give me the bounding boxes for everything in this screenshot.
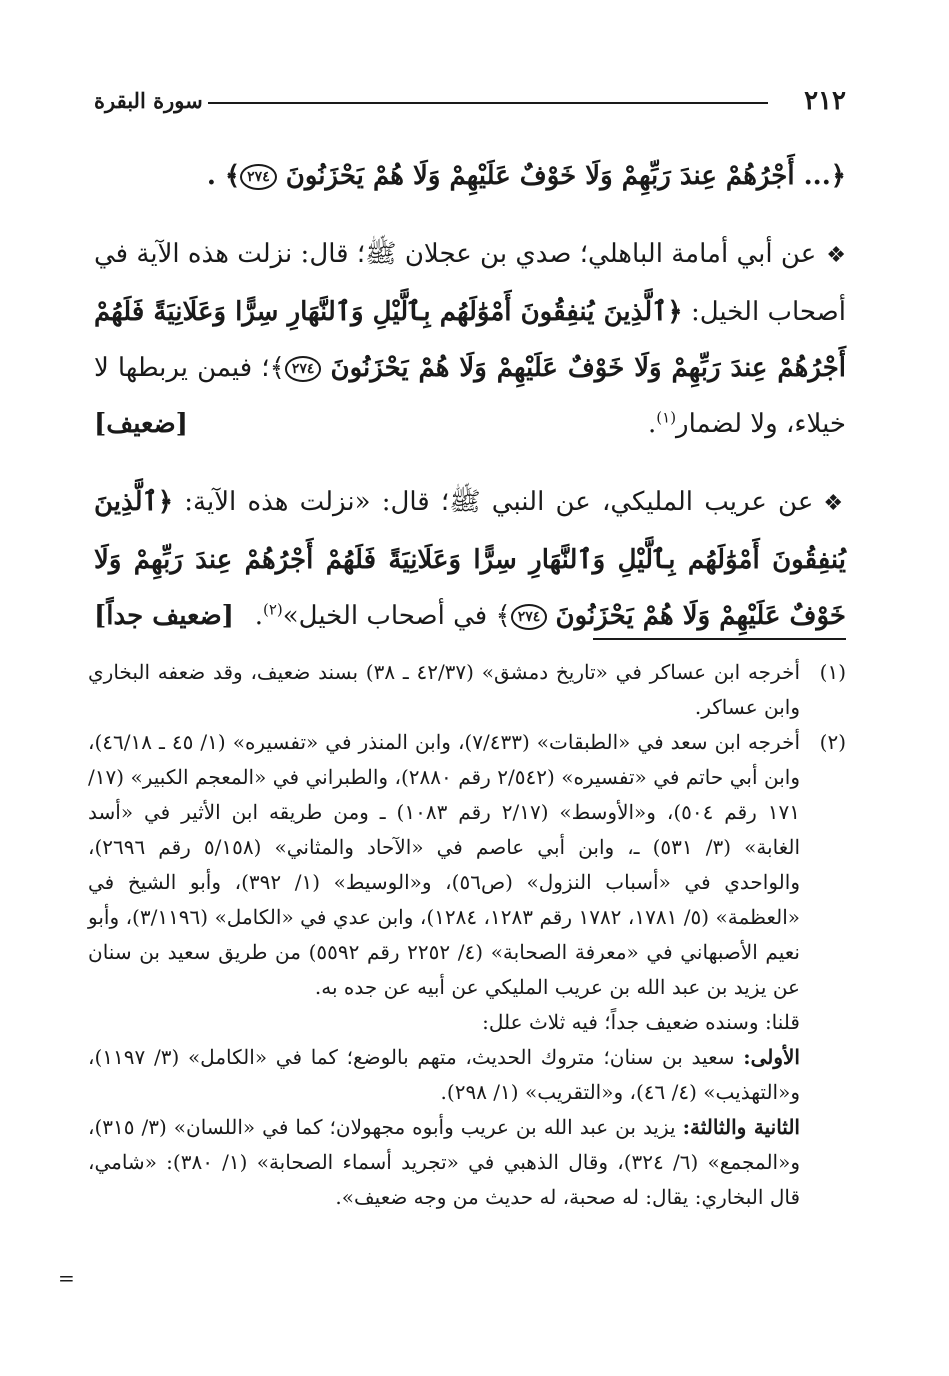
footnote-2 <box>88 725 846 1005</box>
hadith1-text-a: عن أبي أمامة الباهلي؛ صدي بن عجلان ﷺ؛ قال: نزلت هذه الآية في أصحاب الخيل: <box>94 239 846 327</box>
footnote-1-text: أخرجه ابن عساكر في «تاريخ دمشق» (٤٢/٣٧ ـ ٣٨) بسند ضعيف، وقد ضعفه البخاري وابن عساكر. <box>88 660 801 719</box>
intro-ayah-line <box>94 148 846 204</box>
intro-close: ﴾ . <box>206 161 241 191</box>
hadith1-ayah-text: ﴿ٱلَّذِينَ يُنفِقُونَ أَمْوَٰلَهُم بِٱلَّيْلِ وَٱلنَّهَارِ سِرًّا وَعَلَانِيَةً فَلَهُمْ أَجْرُهُمْ عِندَ رَبِّهِمْ وَلَا خَوْفٌ عَلَيْهِمْ وَلَا هُمْ يَحْزَنُونَ <box>94 297 847 383</box>
illa-1-label: الأولى: <box>743 1045 800 1069</box>
footnote-2-text: أخرجه ابن سعد في «الطبقات» (٧/٤٣٣)، وابن المنذر في «تفسيره» (١/ ٤٥ ـ ٤٦/١٨)، وابن أبي حاتم في «تفسيره» (٢/٥٤٢ رقم ٢٨٨٠)، والطبراني في «المعجم الكبير» (١٧/ ١٧١ رقم ٥٠٤)، و«الأوسط» (٢/١٧ رقم ١٠٨٣) ـ ومن طريقه ابن الأثير في «أسد الغابة» (٣/ ٥٣١) ـ، وابن أبي عاصم في «الآحاد والمثاني» (٥/١٥٨ رقم ٢٦٩٦)، والواحدي في «أسباب النزول» (ص٥٦)، و«الوسيط» (١/ ٣٩٢)، وأبو الشيخ في «العظمة» (٥/ ١٧٨١، ١٧٨٢ رقم ١٢٨٣، ١٢٨٤)، وابن عدي في «الكامل» (٣/١١٩٦)، وأبو نعيم الأصبهاني في «معرفة الصحابة» (٤/ ٢٢٥٢ رقم ٥٥٩٢) من طريق سعيد بن سنان عن يزيد بن عبد الله بن عريب المليكي عن أبيه عن جده به. <box>88 730 801 999</box>
ayah-number-mark: ٢٧٤ <box>285 356 322 382</box>
intro-ayah-text: ﴿... أَجْرُهُمْ عِندَ رَبِّهِمْ وَلَا خَوْفٌ عَلَيْهِمْ وَلَا هُمْ يَحْزَنُونَ <box>285 161 846 191</box>
hadith1-grade: [ضعيف] <box>94 409 188 439</box>
hadith1-text-b: ﴾؛ فيمن يربطها لا خيلاء، ولا لضمار <box>94 353 846 439</box>
footnote-2-number: (٢) <box>819 730 846 754</box>
header-rule <box>208 102 768 104</box>
hadith-paragraph-1 <box>94 226 846 452</box>
page-number: ٢١٢ <box>804 86 846 116</box>
footnote-qulna: قلنا: وسنده ضعيف جداً؛ فيه ثلاث علل: <box>482 1010 800 1034</box>
ayah-number-mark: ٢٧٤ <box>240 164 277 190</box>
hadith2-text-a: عن عريب المليكي، عن النبي ﷺ؛ قال: «نزلت هذه الآية: <box>173 487 814 517</box>
footnote-ref-2: (٢) <box>262 600 283 619</box>
ayah-number-mark: ٢٧٤ <box>511 604 548 630</box>
footnote-1 <box>88 655 846 725</box>
hadith2-text-b: ﴾ في أصحاب الخيل» <box>282 601 511 631</box>
footnote-1-number: (١) <box>819 660 846 684</box>
illa-2-3-label: الثانية والثالثة: <box>682 1115 800 1139</box>
footnotes <box>88 655 846 1215</box>
surah-title: سورة البقرة <box>94 88 203 113</box>
hadith2-end: . <box>254 601 263 631</box>
illa-1-text: سعيد بن سنان؛ متروك الحديث، متهم بالوضع؛ كما في «الكامل» (٣/ ١١٩٧)، و«التهذيب» (٤/ ٤٦)، و«التقريب» (١/ ٢٩٨). <box>88 1045 800 1104</box>
bullet-star-icon: ❖ <box>823 491 846 516</box>
continued-mark: = <box>58 1266 75 1290</box>
main-text <box>94 148 846 644</box>
hadith2-grade: [ضعيف جداً] <box>94 601 234 631</box>
hadith1-end: . <box>648 409 657 439</box>
bullet-star-icon: ❖ <box>826 243 846 268</box>
page-header <box>94 80 846 120</box>
footnote-illa-2-3 <box>88 1110 846 1215</box>
footnote-ref-1: (١) <box>656 408 677 427</box>
footnote-separator <box>593 638 846 640</box>
illa-2-3-text: يزيد بن عبد الله بن عريب وأبوه مجهولان؛ كما في «اللسان» (٣/ ٣١٥)، و«المجمع» (٦/ ٣٢٤)، وقال الذهبي في «تجريد أسماء الصحابة» (١/ ٣٨٠): «شامي، قال البخاري: يقال: له صحبة، له حديث من وجه ضعيف». <box>88 1115 801 1209</box>
footnote-illa-1 <box>88 1040 846 1110</box>
hadith-paragraph-2 <box>94 474 846 644</box>
hadith2-ayah-text: ﴿ٱلَّذِينَ يُنفِقُونَ أَمْوَٰلَهُم بِٱلَّيْلِ وَٱلنَّهَارِ سِرًّا وَعَلَانِيَةً فَلَهُمْ أَجْرُهُمْ عِندَ رَبِّهِمْ وَلَا خَوْفٌ عَلَيْهِمْ وَلَا هُمْ يَحْزَنُونَ <box>94 487 846 631</box>
